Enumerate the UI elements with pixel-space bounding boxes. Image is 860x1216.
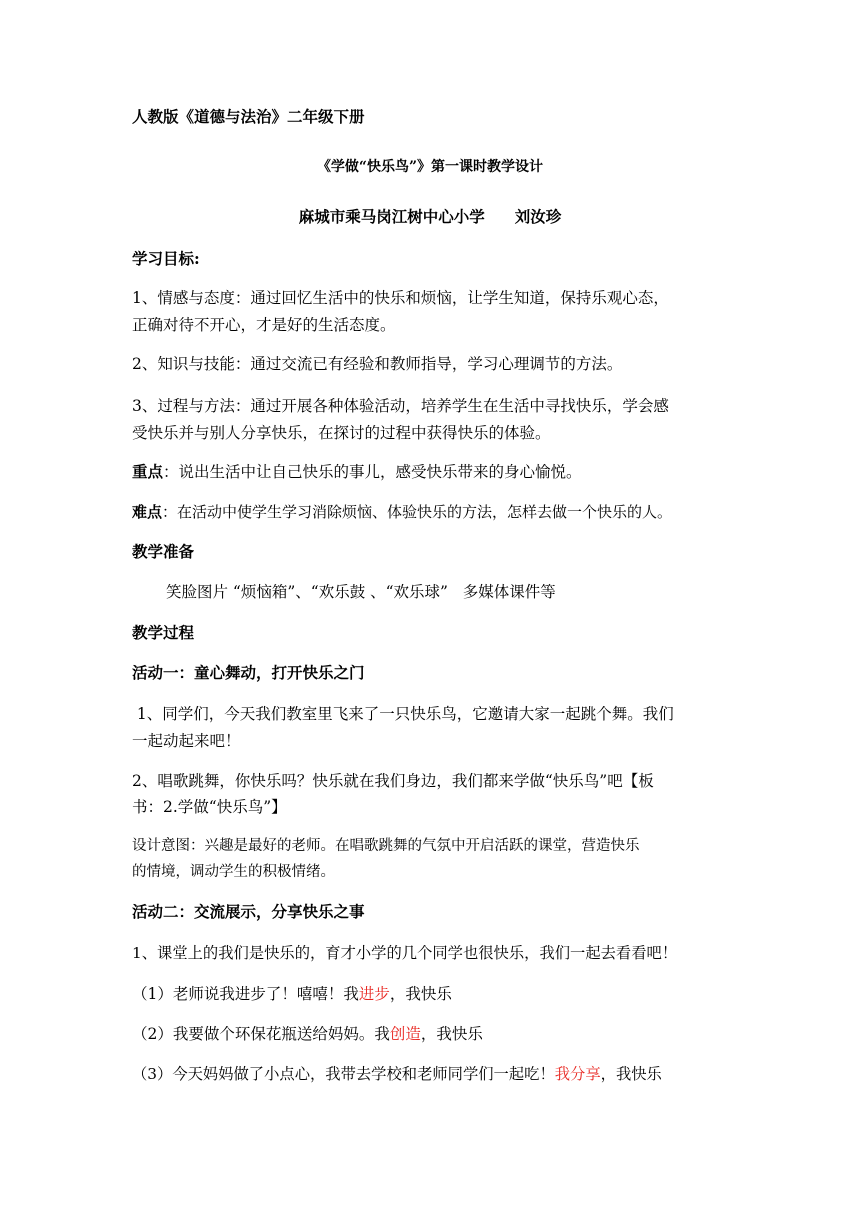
- item-3-text-after: ，我快乐: [600, 1065, 662, 1083]
- item-1-highlight: 进步: [358, 985, 390, 1003]
- item-3-highlight: 我分享: [554, 1065, 601, 1083]
- activity-2-p1: 1、课堂上的我们是快乐的，育才小学的几个同学也很快乐，我们一起去看看吧！: [132, 944, 678, 962]
- document-title: 《学做“快乐鸟”》第一课时教学设计: [316, 159, 544, 175]
- objective-2: 2、知识与技能：通过交流已有经验和教师指导，学习心理调节的方法。: [132, 355, 623, 373]
- item-2-text-after: ，我快乐: [420, 1025, 483, 1043]
- item-2-text-before: （2）我要做个环保花瓶送给妈妈。我: [132, 1025, 390, 1043]
- process-heading: 教学过程: [132, 623, 195, 642]
- key-point-label: 重点: [132, 462, 164, 481]
- activity-1-heading: 活动一：童心舞动，打开快乐之门: [132, 663, 365, 682]
- design-intent-line-2: 的情境，调动学生的积极情绪。: [132, 864, 335, 880]
- author-line: [0, 205, 860, 227]
- preparation-heading: 教学准备: [132, 542, 195, 561]
- objective-3-line-2: 受快乐并与别人分享快乐，在探讨的过程中获得快乐的体验。: [132, 424, 551, 442]
- author-school: 麻城市乘马岗江树中心小学: [298, 207, 485, 226]
- item-1-text-after: ，我快乐: [389, 985, 452, 1003]
- difficulty: [132, 500, 672, 524]
- activity-2-item-3: [132, 1062, 662, 1086]
- activity-1-p2-line-1: 2、唱歌跳舞，你快乐吗？快乐就在我们身边，我们都来学做“快乐鸟”吧【板: [132, 772, 654, 790]
- item-2-highlight: 创造: [389, 1025, 421, 1043]
- difficulty-text: ：在活动中使学生学习消除烦恼、体验快乐的方法，怎样去做一个快乐的人。: [162, 503, 673, 521]
- activity-2-item-1: [132, 982, 452, 1006]
- objectives-heading: 学习目标:: [132, 249, 200, 268]
- objective-1-line-1: 1、情感与态度：通过回忆生活中的快乐和烦恼，让学生知道，保持乐观心态，: [132, 289, 669, 307]
- key-point-text: ：说出生活中让自己快乐的事儿，感受快乐带来的身心愉悦。: [163, 463, 582, 481]
- author-name: 刘汝珍: [514, 207, 562, 226]
- preparation-text: 笑脸图片 “烦恼箱”、“欢乐鼓 、“欢乐球” 多媒体课件等: [166, 583, 556, 601]
- design-intent-line-1: 设计意图：兴趣是最好的老师。在唱歌跳舞的气氛中开启活跃的课堂，营造快乐: [132, 838, 640, 854]
- activity-1-p1-line-2: 一起动起来吧！: [132, 732, 241, 750]
- item-3-text-before: （3）今天妈妈做了小点心，我带去学校和老师同学们一起吃！: [132, 1065, 555, 1083]
- activity-2-item-2: [132, 1022, 483, 1046]
- activity-1-p1-line-1: 1、同学们，今天我们教室里飞来了一只快乐鸟，它邀请大家一起跳个舞。我们: [132, 705, 674, 723]
- objective-3-line-1: 3、过程与方法：通过开展各种体验活动，培养学生在生活中寻找快乐，学会感: [132, 397, 669, 415]
- item-1-text-before: （1）老师说我进步了！嘻嘻！我: [132, 985, 359, 1003]
- objective-1-line-2: 正确对待不开心，才是好的生活态度。: [132, 316, 396, 334]
- document-header: 人教版《道德与法治》二年级下册: [132, 107, 365, 126]
- key-point: [132, 460, 582, 484]
- activity-1-p2-line-2: 书：2.学做“快乐鸟”】: [132, 798, 287, 816]
- activity-2-heading: 活动二：交流展示，分享快乐之事: [132, 902, 365, 921]
- difficulty-label: 难点: [132, 503, 163, 521]
